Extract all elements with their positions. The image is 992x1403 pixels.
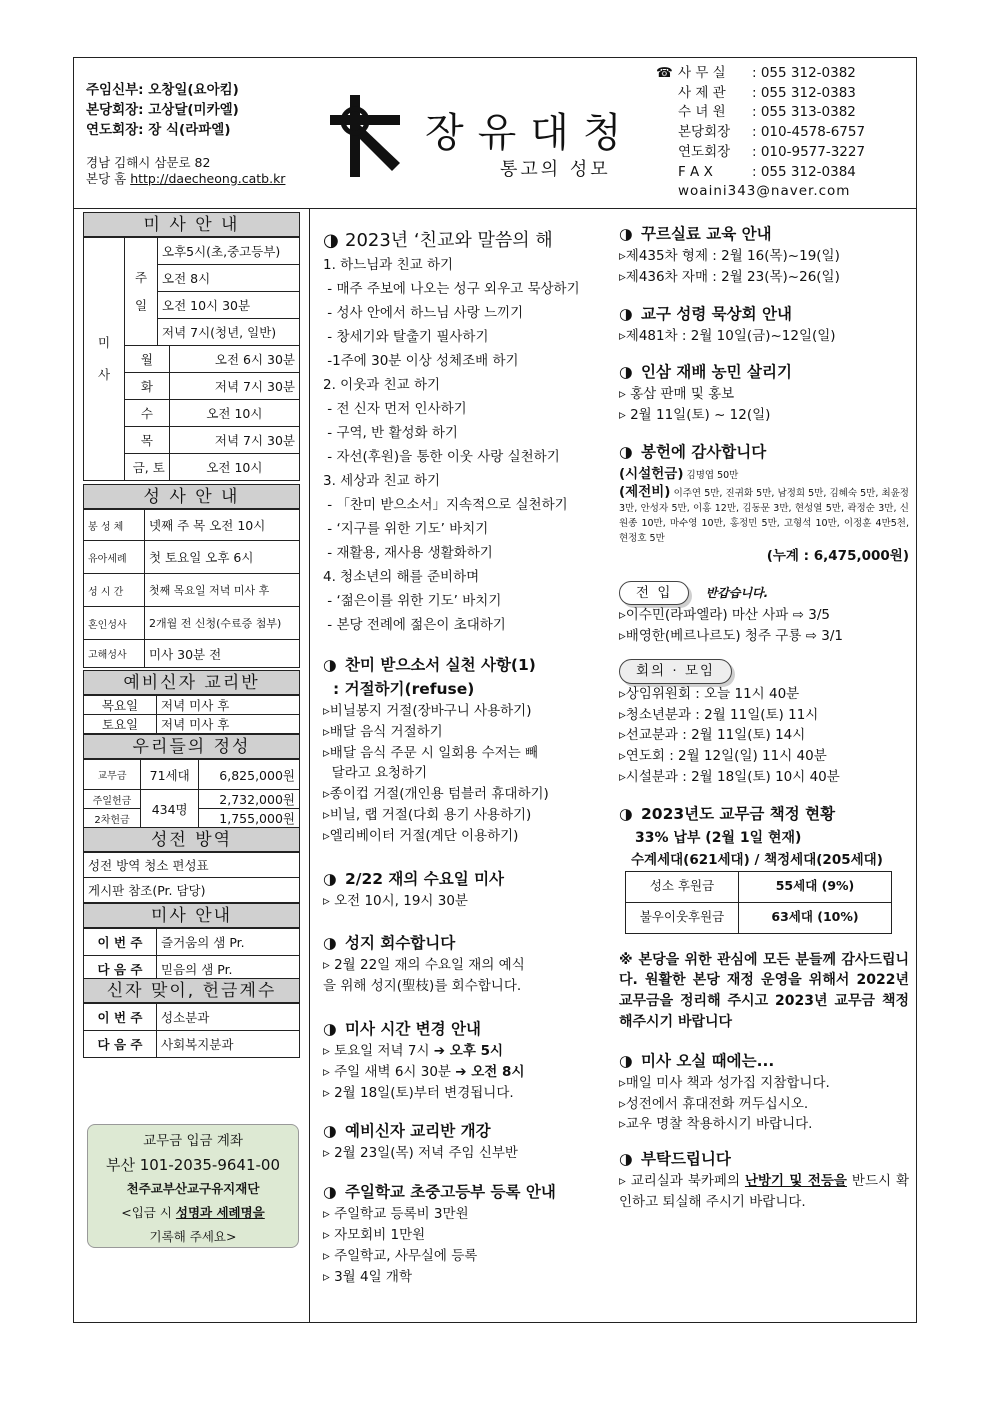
phone-icon: ☎ [656,65,673,81]
sacrament-schedule [83,484,300,668]
theme-line: - ‘지구를 위한 기도’ 바치기 [323,521,489,537]
address: 경남 김해시 삼문로 82 [86,155,211,170]
section-title: 성전 방역 [83,827,300,852]
contact-list [656,64,865,202]
column-divider [309,208,310,1323]
mass-table [83,237,300,481]
pastor: 주임신부: 오창일(요아킴) [86,82,239,98]
theme-line: - 구역, 반 활성화 하기 [323,425,458,441]
pledge-table: 성소 후원금 55세대 (9%) 불우이웃후원금 63세대 (10%) [625,871,892,934]
refuse-line: ▹비닐, 랩 거절(다회 용기 사용하기) [323,806,532,823]
theme-line: -1주에 30분 이상 성체조배 하기 [323,353,519,369]
email[interactable]: woaini343@naver.com [678,183,851,200]
half-circle-icon: ◑ [323,230,339,251]
arrow-right-icon: ➔ [455,1063,467,1080]
half-circle-icon: ◑ [323,1122,337,1141]
contact-row: 사 제 관 : 055 312-0383 [678,84,856,101]
right-column: ◑ 꾸르실료 교육 안내 ▹제435차 형제 : 2월 16(목)~19(일) ▹제436차 자매 : 2월 23(목)~26(일) ◑ 교구 성령 묵상회 안내 ▹제481차 : 2월 10일(금)~12일(일) ◑ 인삼 재배 농민 살리기 ▹ 홍삼 판매 및 홍보 ▹ 2월 11일(토) ~ 12(일) ◑ 봉헌에 감사합니다 (시설헌금) 김명엽 50만 (제전비) 이주연 5만, 진귀화 5만, 남정희 5만, 김혜숙 5만, 최윤정 3만, 안성자 5만, 이홍 12만, 김동문 3만, 현성열 5만, 곽정순 3만, 신원종 10만, 마수영 10만, 홍정민 5만, 고형석 10만, 이정훈 4만5천, 현정호 5만 (누계 : 6,475,000원) 전 입 반갑습니다. ▹이수민(라파엘라) 마산 사파 ⇨ 3/5 ▹배영한(베르나르도) 청주 구룡 ⇨ 3/1 회의 · 모임 ▹상임위원회 : 오늘 11시 40분 ▹청소년분과 : 2월 11일(토) 11시 ▹선교분과 : 2월 11일(토) 14시 ▹연도회 : 2월 12일(일) 11시 40분 ▹시설분과 : 2월 18일(토) 10시 40분 ◑ 2023년도 교무금 책정 현황 33% 납부 (2월 1일 현재) 수계세대(621세대) / 책정세대(205세대) 성소 후원금 55세대 (9%) 불우이웃후원금 63세대 (10%) ※ 본당을 위한 관심에 모든 분들께 감사드립니다. 원활한 본당 재정 운영을 위해서 2022년 교무금을 정리해 주시고 2023년 교무금 책정해주시기 바랍니다 ◑ 미사 오실 때에는... ▹매일 미사 책과 성가집 지참합니다. ▹성전에서 휴대전화 꺼두십시오. ▹교우 명찰 착용하시기 바랍니다. ◑ 부탁드립니다 ▹ 교리실과 북카페의 난방기 및 전등을 반드시 확인하고 퇴실해 주시기 바랍니다. [619,222,909,1213]
contact-row: ☎ 사 무 실 : 055 312-0382 [656,64,865,84]
church-cleaning: 성전 방역 성전 방역 청소 편성표 게시판 참조(Pr. 담당) [83,827,300,903]
theme-line: - 재활용, 재사용 생활화하기 [323,545,493,561]
half-circle-icon: ◑ [619,804,633,823]
donor-list: (제전비) 이주연 5만, 진귀화 5만, 남정희 5만, 김혜숙 5만, 최윤정 3만, 안성자 5만, 이홍 12만, 김동문 3만, 현성열 5만, 곽정순 3만, 신원종 10만, 마수영 10만, 홍정민 5만, 고형석 10만, 이정훈 4만5천, 현정호 5만 [619,483,909,544]
half-circle-icon: ◑ [619,363,633,382]
theme-line: - 자선(후원)을 통한 이웃 사랑 실천하기 [323,449,560,465]
theme-line: - ‘젊은이를 위한 기도’ 바치기 [323,593,502,609]
refuse-line: ▹비닐봉지 거절(장바구니 사용하기) [323,703,532,719]
theme-line: - 「찬미 받으소서」지속적으로 실천하기 [323,497,568,513]
weekday-time: 저녁 7시 30분 [169,427,299,454]
sunday-label: 주 일 [125,238,158,346]
weekday: 금, 토 [125,454,170,481]
half-circle-icon: ◑ [323,1183,337,1202]
offering-summary: 우리들의 정성 교무금 71세대 6,825,000원 주일헌금 434명 2,732,000원 2차헌금 1,755,000원 [83,734,300,828]
middle-column: ◑ 2023년 ‘친교와 말씀의 해 1. 하느님과 친교 하기 - 매주 주보에 나오는 성구 외우고 묵상하기 - 성사 안에서 하느님 사랑 느끼기 - 창세기와 탈출기 필사하기 -1주에 30분 이상 성체조배 하기 2. 이웃과 친교 하기 - 전 신자 먼저 인사하기 - 구역, 반 활성화 하기 - 자선(후원)을 통한 이웃 사랑 실천하기 3. 세상과 친교 하기 - 「찬미 받으소서」지속적으로 실천하기 - ‘지구를 위한 기도’ 바치기 - 재활용, 재사용 생활화하기 4. 청소년의 해를 준비하며 - ‘젊은이를 위한 기도’ 바치기 - 본당 전례에 젊은이 초대하기 ◑ 찬미 받으소서 실천 사항(1) : 거절하기(refuse) ▹비닐봉지 거절(장바구니 사용하기) ▹배달 음식 거절하기 ▹배달 음식 주문 시 일회용 수저는 빼 달라고 요청하기 ▹종이컵 거절(개인용 텀블러 휴대하기) ▹비닐, 랩 거절(다회 용기 사용하기) ▹엘리베이터 거절(계단 이용하기) ◑ 2/22 재의 수요일 미사 ▹ 오전 10시, 19시 30분 ◑ 성지 회수합니다 ▹ 2월 22일 재의 수요일 재의 예식 을 위해 성지(聖枝)를 회수합니다. ◑ 미사 시간 변경 안내 ▹ 토요일 저녁 7시 ➔ 오후 5시 ▹ 주일 새벽 6시 30분 ➔ 오전 8시 ▹ 2월 18일(토)부터 변경됩니다. ◑ 예비신자 교리반 개강 ▹ 2월 23일(목) 저녁 주임 신부반 ◑ 주일학교 초중고등부 등록 안내 ▹ 주일학교 등록비 3만원 ▹ 자모회비 1만원 ▹ 주일학교, 사무실에 등록 ▹ 3월 4일 개학 [323,229,613,1287]
theme-line: - 본당 전례에 젊은이 초대하기 [323,617,506,633]
half-circle-icon: ◑ [323,656,337,674]
arrow-right-icon: ➔ [433,1042,446,1059]
home-label: 본당 홈 [86,171,127,186]
bulletin-subtitle: 통고의 성모 [500,159,611,180]
parish-president: 본당회장: 고상달(미카엘) [86,102,239,118]
half-circle-icon: ◑ [619,1150,633,1169]
sunday-mass: 저녁 7시(청년, 일반) [158,319,300,346]
mass-label: 미 사 [84,238,125,481]
theme-line: 1. 하느님과 친교 하기 [323,257,454,273]
request-notice: ▹ 교리실과 북카페의 난방기 및 전등을 반드시 확인하고 퇴실해 주시기 바랍니다. [619,1173,910,1210]
half-circle-icon: ◑ [619,442,633,461]
weekday: 화 [125,373,170,400]
half-circle-icon: ◑ [323,1019,337,1038]
clergy-list [86,80,239,140]
theme-line: - 전 신자 먼저 인사하기 [323,401,467,417]
weekday: 목 [125,427,170,454]
refuse-line: ▹배달 음식 거절하기 [323,723,443,740]
contact-row: F A X : 055 312-0384 [678,163,856,180]
half-circle-icon: ◑ [619,304,633,323]
section-heading: 2023년 ‘친교와 말씀의 해 [345,230,553,251]
account-number: 부산 101-2035-9641-00 [105,1156,281,1174]
finance-notice: ※ 본당을 위한 관심에 모든 분들께 감사드립니다. 원활한 본당 재정 운영을 위해서 2022년 교무금을 정리해 주시고 2023년 교무금 책정해주시기 바랍니다 [619,951,909,1030]
bulletin-title: 장유대청 [425,110,636,156]
mass-duty: 미사 안내 이 번 주 즐거움의 샘 Pr. 다 음 주 믿음의 샘 Pr. [83,903,300,983]
half-circle-icon: ◑ [323,869,337,888]
meeting-badge: 회의 · 모임 [619,659,732,684]
sunday-mass: 오후5시(초,중고등부) [158,238,300,265]
section-title: 예비신자 교리반 [83,670,300,695]
theme-line: - 매주 주보에 나오는 성구 외우고 묵상하기 [323,281,580,297]
theme-line: 3. 세상과 친교 하기 [323,473,441,489]
section-title: 미 사 안 내 [83,212,300,237]
contact-row: 연도회장 : 010-9577-3227 [678,143,866,160]
half-circle-icon: ◑ [619,1051,633,1070]
section-title: 미사 안내 [83,903,300,928]
refuse-line: ▹종이컵 거절(개인용 텀블러 휴대하기) [323,786,549,803]
half-circle-icon: ◑ [619,225,633,243]
half-circle-icon: ◑ [323,934,337,953]
weekday: 수 [125,400,170,427]
transfer-in-badge: 전 입 [619,581,689,606]
mass-schedule [83,212,300,481]
theme-line: - 창세기와 탈출기 필사하기 [323,329,489,345]
greeting-duty: 신자 맞이, 헌금계수 이 번 주 성소분과 다 음 주 사회복지분과 [83,978,300,1058]
theme-list [323,253,613,637]
bank-account-box: 교무금 입금 계좌 부산 101-2035-9641-00 천주교부산교구유지재단 <입금 시 성명과 세례명을 기록해 주세요> [87,1124,299,1248]
weekday: 월 [125,346,170,373]
header-divider [73,208,917,209]
cross-logo-icon [320,95,410,177]
sacrament-table: 봉 성 체 넷째 주 목 오전 10시 유아세례 첫 토요일 오후 6시 성 시 간 첫째 목요일 저녁 미사 후 혼인성사 2개월 전 신청(수료증 첨부) 고해성사 미사 30분 전 [83,509,300,668]
refuse-line: 달라고 요청하기 [323,765,428,782]
weekday-time: 오전 10시 [169,400,299,427]
section-title: 신자 맞이, 헌금계수 [83,978,300,1003]
theme-line: 4. 청소년의 해를 준비하며 [323,569,480,585]
theme-line: - 성사 안에서 하느님 사랑 느끼기 [323,305,524,321]
sunday-mass: 오전 8시 [158,265,300,292]
contact-row: 수 녀 원 : 055 313-0382 [678,104,856,121]
contact-row: 본당회장 : 010-4578-6757 [678,124,866,141]
theme-line: 2. 이웃과 친교 하기 [323,377,441,393]
weekday-time: 오전 6시 30분 [169,346,299,373]
address-block [86,155,285,187]
section-title: 우리들의 정성 [83,734,300,759]
refuse-list [323,701,613,847]
cumulative-total: (누계 : 6,475,000원) [766,547,909,564]
refuse-line: ▹배달 음식 주문 시 일회용 수저는 빼 [323,744,539,761]
memorial-president: 연도회장: 장 식(라파엘) [86,122,231,138]
refuse-line: ▹엘리베이터 거절(계단 이용하기) [323,827,519,844]
catechumen-class: 예비신자 교리반 목요일 저녁 미사 후 토요일 저녁 미사 후 [83,670,300,734]
weekday-time: 저녁 7시 30분 [169,373,299,400]
weekday-time: 오전 10시 [169,454,299,481]
section-title: 성 사 안 내 [83,484,300,509]
home-link[interactable]: http://daecheong.catb.kr [130,171,286,186]
sunday-mass: 오전 10시 30분 [158,292,300,319]
